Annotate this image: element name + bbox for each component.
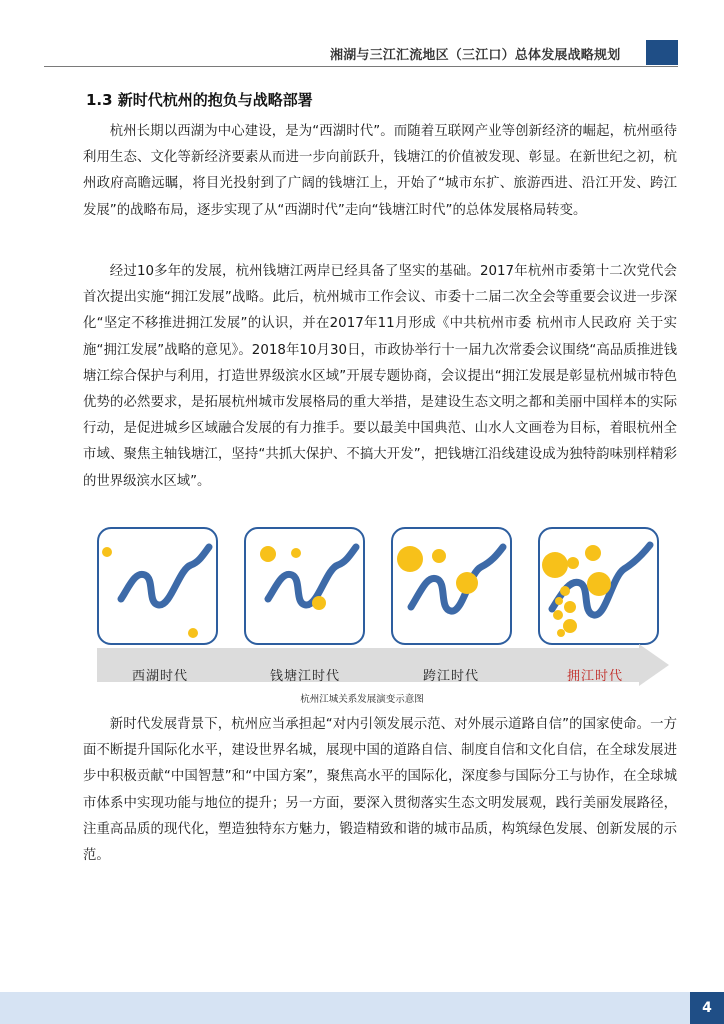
era-label-cross-river: 跨江时代 <box>422 669 479 684</box>
city-dot <box>432 549 446 563</box>
city-dot <box>567 557 579 569</box>
qiantang-river-era-diagram <box>246 529 367 647</box>
city-dot <box>563 619 577 633</box>
era-panel-embracing-river <box>538 527 659 645</box>
page-number: 4 <box>690 992 724 1024</box>
document-header-title: 湘湖与三江汇流地区（三江口）总体发展战略规划 <box>330 48 621 63</box>
city-dot <box>564 601 576 613</box>
city-dot <box>585 545 601 561</box>
city-dot <box>542 552 568 578</box>
cross-river-era-diagram <box>393 529 514 647</box>
city-dot <box>260 546 276 562</box>
figure-caption: 杭州江城关系发展演变示意图 <box>300 694 424 705</box>
city-dot <box>553 610 563 620</box>
city-dot <box>188 628 198 638</box>
era-panel-qiantang-river <box>244 527 365 645</box>
section-title: 1.3 新时代杭州的抱负与战略部署 <box>86 91 313 109</box>
city-dot <box>397 546 423 572</box>
paragraph-1: 杭州长期以西湖为中心建设，是为“西湖时代”。而随着互联网产业等创新经济的崛起，杭州亟待利用生态、文化等新经济要素从而进一步向前跃升，钱塘江的价值被发现、彰显。在新世纪之初，杭州政府高瞻远瞩，将目光投射到了广阔的钱塘江上，开始了“城市东扩、旅游西进、沿江开发、跨江发展”的战略布局，逐步实现了从“西湖时代”走向“钱塘江时代”的总体发展格局转变。 <box>83 124 677 218</box>
city-dot <box>557 629 565 637</box>
era-panel-west-lake <box>97 527 218 645</box>
city-dot <box>102 547 112 557</box>
city-dot <box>456 572 478 594</box>
city-dot <box>560 586 570 596</box>
river-path <box>121 547 209 605</box>
footer-bar <box>0 992 724 1024</box>
header-divider <box>44 66 678 67</box>
west-lake-era-diagram <box>99 529 220 647</box>
city-dot <box>312 596 326 610</box>
era-label-embracing-river: 拥江时代 <box>566 669 623 684</box>
era-label-west-lake: 西湖时代 <box>131 669 188 684</box>
river-path <box>268 547 356 605</box>
city-river-evolution-figure <box>95 527 675 687</box>
era-label-qiantang-river: 钱塘江时代 <box>269 669 340 684</box>
paragraph-2: 经过10多年的发展，杭州钱塘江两岸已经具备了坚实的基础。2017年杭州市委第十二次党代会首次提出实施“拥江发展”战略。此后，杭州城市工作会议、市委十二届二次全会等重要会议进一步深化“坚定不移推进拥江发展”的认识，并在2017年11月形成《中共杭州市委 杭州市人民政府 关于实施“拥江发展”战略的意见》。2018年10月30日，市政协举行十一届九次常委会议围绕“高品质推进钱塘江综合保护与利用，打造世界级滨水区域”开展专题协商，会议提出“拥江发展是彰显杭州城市特色优势的必然要求，是拓展杭州城市发展格局的重大举措，是建设生态文明之都和美丽中国样本的实际行动，是促进城乡区域融合发展的有力推手。要以最美中国典范、山水人文画卷为目标，着眼杭州全市域、聚焦主轴钱塘江，坚持“共抓大保护、不搞大开发”，把钱塘江沿线建设成为独特韵味别样精彩的世界级滨水区域”。 <box>83 264 677 489</box>
city-dot <box>587 572 611 596</box>
era-panel-cross-river <box>391 527 512 645</box>
city-dot <box>291 548 301 558</box>
header-accent-block <box>646 40 678 65</box>
paragraph-3: 新时代发展背景下，杭州应当承担起“对内引领发展示范、对外展示道路自信”的国家使命。一方面不断提升国际化水平，建设世界名城，展现中国的道路自信、制度自信和文化自信，在全球发展进步中积极贡献“中国智慧”和“中国方案”，聚焦高水平的国际化，深度参与国际分工与协作，在全球城市体系中实现功能与地位的提升；另一方面，要深入贯彻落实生态文明发展观，践行美丽发展路径，注重高品质的现代化，塑造独特东方魅力，锻造精致和谐的城市品质，构筑绿色发展、创新发展的示范。 <box>83 717 677 864</box>
embracing-river-era-diagram <box>540 529 661 647</box>
city-dot <box>555 597 563 605</box>
